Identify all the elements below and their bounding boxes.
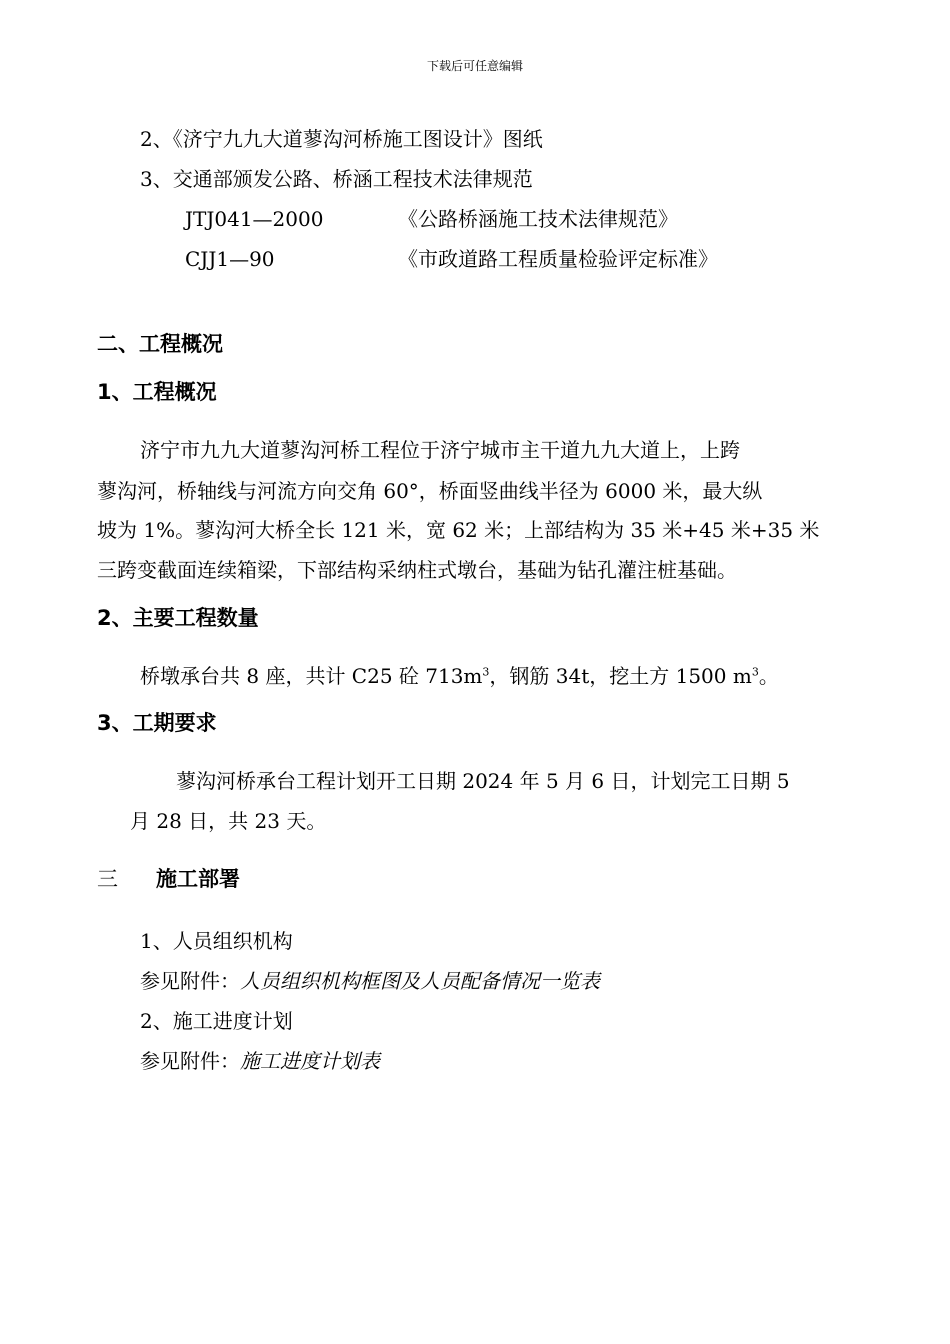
reference-item-3: 3、交通部颁发公路、桥涵工程技术法律规范 [140, 167, 533, 191]
quantities-paragraph [140, 663, 779, 689]
standard-1-name: 《公路桥涵施工技术法律规范》 [398, 207, 678, 231]
overview-paragraph-line-2: 蓼沟河，桥轴线与河流方向交角 60°，桥面竖曲线半径为 6000 米，最大纵 [97, 479, 763, 503]
overview-paragraph-line-3: 坡为 1%。蓼沟河大桥全长 121 米，宽 62 米；上部结构为 35 米+45 米+35 米 [97, 518, 820, 542]
subsection-2-heading: 2、主要工程数量 [97, 606, 259, 630]
subsection-3-heading: 3、工期要求 [97, 711, 217, 735]
deployment-ref-1-label: 参见附件： [140, 969, 240, 993]
deployment-item-1: 1、人员组织机构 [140, 929, 293, 953]
quantities-text-a: 桥墩承台共 8 座，共计 C25 砼 713m [140, 664, 483, 688]
deployment-ref-1-value: 人员组织机构框图及人员配备情况一览表 [240, 969, 600, 993]
quantities-text-c: 。 [758, 664, 779, 688]
page-header-note: 下载后可任意编辑 [426, 59, 523, 73]
schedule-paragraph-line-2: 月 28 日，共 23 天。 [130, 809, 327, 833]
deployment-ref-2 [140, 1048, 380, 1074]
quantities-sup-a: 3 [482, 665, 490, 679]
section-2-heading: 二、工程概况 [97, 332, 223, 356]
deployment-item-2: 2、施工进度计划 [140, 1009, 293, 1033]
quantities-sup-b: 3 [751, 665, 759, 679]
section-3-number: 三 [97, 867, 118, 891]
overview-paragraph-line-4: 三跨变截面连续箱梁，下部结构采纳柱式墩台，基础为钻孔灌注桩基础。 [97, 558, 737, 582]
deployment-ref-1 [140, 968, 600, 994]
subsection-1-heading: 1、工程概况 [97, 380, 217, 404]
quantities-text-b: ，钢筋 34t，挖土方 1500 m [489, 664, 752, 688]
overview-paragraph-line-1: 济宁市九九大道蓼沟河桥工程位于济宁城市主干道九九大道上，上跨 [140, 438, 740, 462]
deployment-ref-2-value: 施工进度计划表 [240, 1049, 380, 1073]
section-3-heading: 施工部署 [156, 867, 240, 891]
standard-2-code: CJJ1—90 [185, 247, 275, 271]
reference-item-2: 2、《济宁九九大道蓼沟河桥施工图设计》图纸 [140, 127, 543, 151]
standard-2-name: 《市政道路工程质量检验评定标准》 [398, 247, 718, 271]
deployment-ref-2-label: 参见附件： [140, 1049, 240, 1073]
standard-1-code: JTJ041—2000 [185, 207, 324, 231]
schedule-paragraph-line-1: 蓼沟河桥承台工程计划开工日期 2024 年 5 月 6 日，计划完工日期 5 [176, 769, 790, 793]
